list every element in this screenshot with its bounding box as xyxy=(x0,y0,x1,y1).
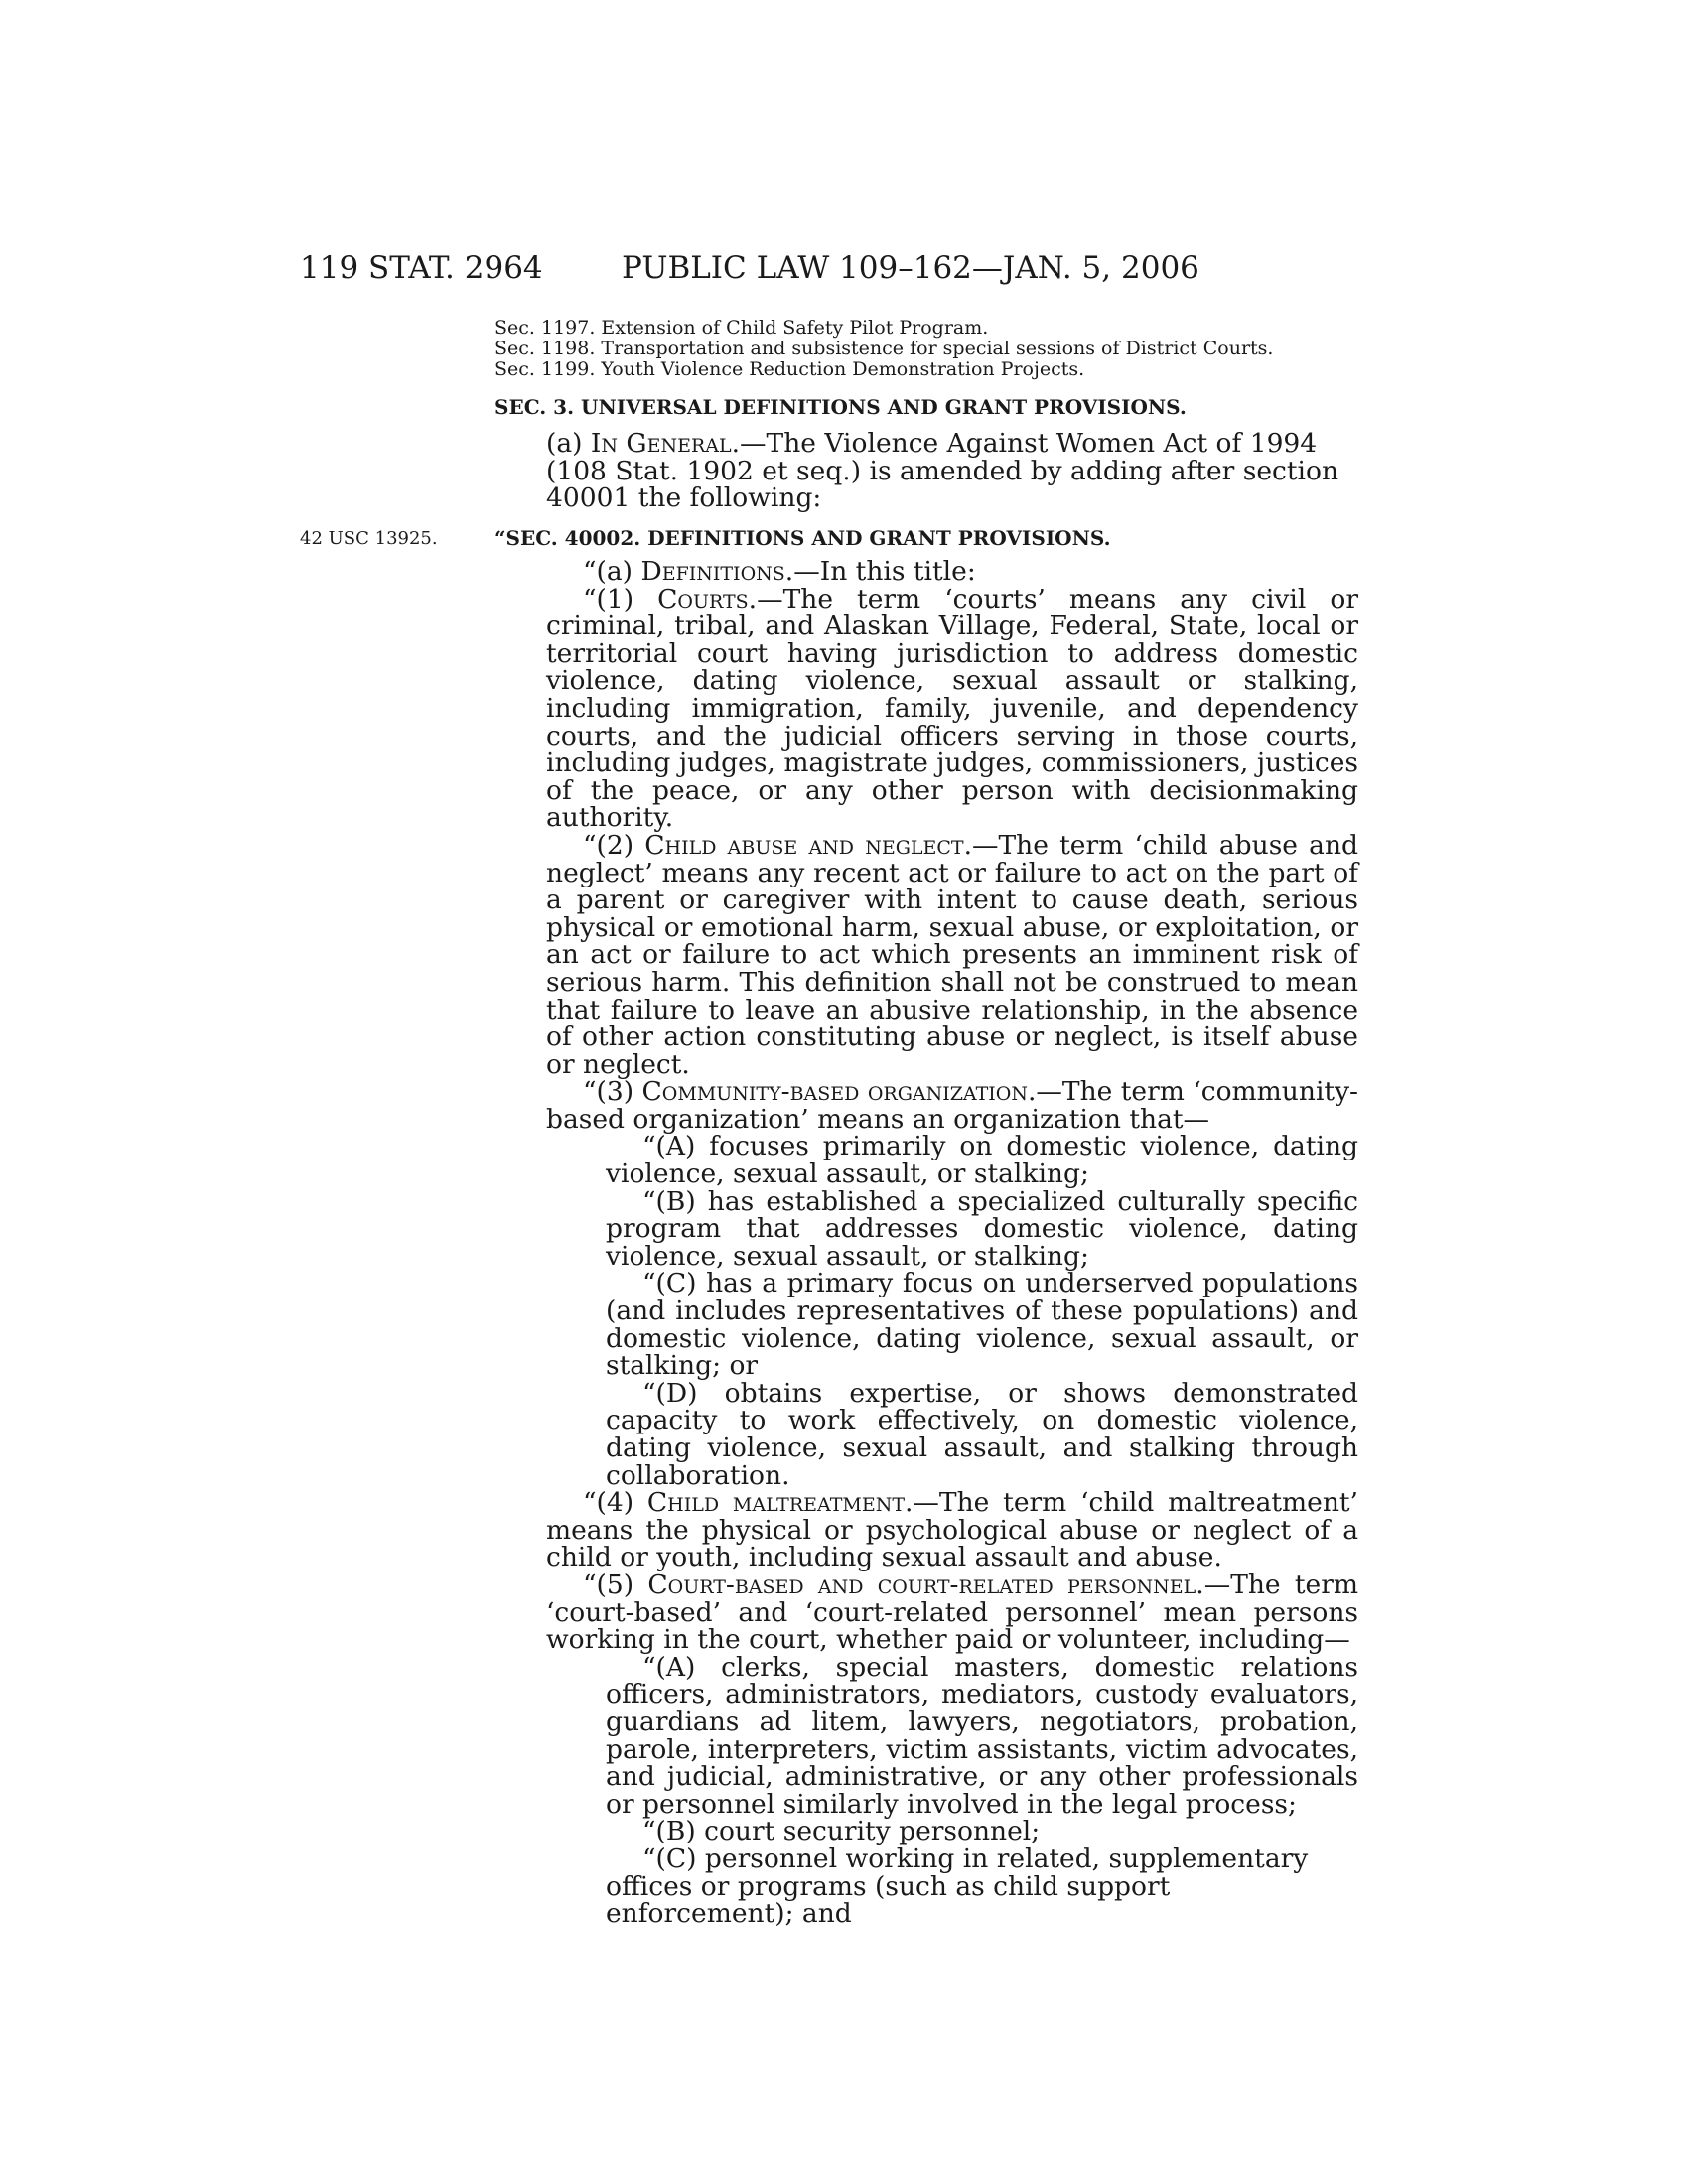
definition-courts: “(1) Courts.—The term ‘courts’ means any civil or criminal, tribal, and Alaskan Village, Federal, State, local or territorial court having jurisdiction to address domestic violence, dating violence, sexual assault or stalking, including immigration, family, juvenile, and dependency courts, and the judicial officers serving in those courts, including judges, magistrate judges, commissioners, justices of the peace, or any other person with decisionmaking authority. xyxy=(546,583,1359,834)
stat-page-reference: 119 STAT. 2964 xyxy=(300,250,543,286)
subsection-a-paragraph xyxy=(546,430,1358,512)
section-3-heading: SEC. 3. UNIVERSAL DEFINITIONS AND GRANT PROVISIONS. xyxy=(494,395,1187,419)
subsection-a-text: .—The Violence Against Women Act of 1994 (108 Stat. 1902 et seq.) is amended by adding after section 40001 the following: xyxy=(546,428,1339,514)
toc-entry: Sec. 1198. Transportation and subsistence for special sessions of District Courts. xyxy=(494,338,1274,359)
table-of-contents xyxy=(494,318,1368,380)
running-header-title: PUBLIC LAW 109–162—JAN. 5, 2006 xyxy=(622,250,1199,286)
definitions-intro: “(a) Definitions.—In this title: xyxy=(583,556,976,587)
subsection-a-heading: In General xyxy=(590,428,732,459)
definition-child-maltreatment: “(4) Child maltreatment.—The term ‘child maltreatment’ means the physical or psychological abuse or neglect of a child or youth, including sexual assault and abuse. xyxy=(546,1487,1358,1573)
toc-entry: Sec. 1197. Extension of Child Safety Pilot Program. xyxy=(494,317,989,339)
usc-margin-citation: 42 USC 13925. xyxy=(300,528,438,549)
definitions-block xyxy=(546,558,1358,1928)
definition-5-clause-c: “(C) personnel working in related, supplementary offices or programs (such as child support enforcement); and xyxy=(606,1843,1309,1930)
definition-3-clause-d: “(D) obtains expertise, or shows demonstrated capacity to work effectively, on domestic violence, dating violence, sexual assault, and stalking through collaboration. xyxy=(606,1377,1358,1491)
definition-community-based-organization: “(3) Community-based organization.—The term ‘community-based organization’ means an organization that— xyxy=(546,1076,1358,1135)
definition-court-based-personnel: “(5) Court-based and court-related personnel.—The term ‘court-based’ and ‘court-related personnel’ mean persons working in the court, whether paid or volunteer, including— xyxy=(546,1569,1359,1656)
definition-3-clause-a: “(A) focuses primarily on domestic violence, dating violence, sexual assault, or stalking; xyxy=(606,1131,1358,1190)
definition-child-abuse-and-neglect: “(2) Child abuse and neglect.—The term ‘child abuse and neglect’ means any recent act or failure to act on the part of a parent or caregiver with intent to cause death, serious physical or emotional harm, sexual abuse, or exploitation, or an act or failure to act which presents an imminent risk of serious harm. This definition shall not be construed to mean that failure to leave an abusive relationship, in the absence of other action constituting abuse or neglect, is itself abuse or neglect. xyxy=(546,829,1358,1080)
definition-5-clause-a: “(A) clerks, special masters, domestic relations officers, administrators, mediators, custody evaluators, guardians ad litem, lawyers, negotiators, probation, parole, interpreters, victim assistants, victim advocates, and judicial, administrative, or any other professionals or personnel similarly involved in the legal process; xyxy=(606,1651,1358,1820)
toc-entry: Sec. 1199. Youth Violence Reduction Demonstration Projects. xyxy=(494,358,1085,380)
section-40002-heading: “SEC. 40002. DEFINITIONS AND GRANT PROVISIONS. xyxy=(494,526,1111,550)
definition-3-clause-b: “(B) has established a specialized culturally specific program that addresses domestic violence, dating violence, sexual assault, or stalking; xyxy=(606,1185,1358,1272)
definition-5-clause-b: “(B) court security personnel; xyxy=(642,1816,1041,1847)
subsection-a-lead: (a) xyxy=(546,428,591,459)
definition-3-clause-c: “(C) has a primary focus on underserved populations (and includes representatives of these populations) and domestic violence, dating violence, sexual assault, or stalking; or xyxy=(606,1268,1358,1382)
